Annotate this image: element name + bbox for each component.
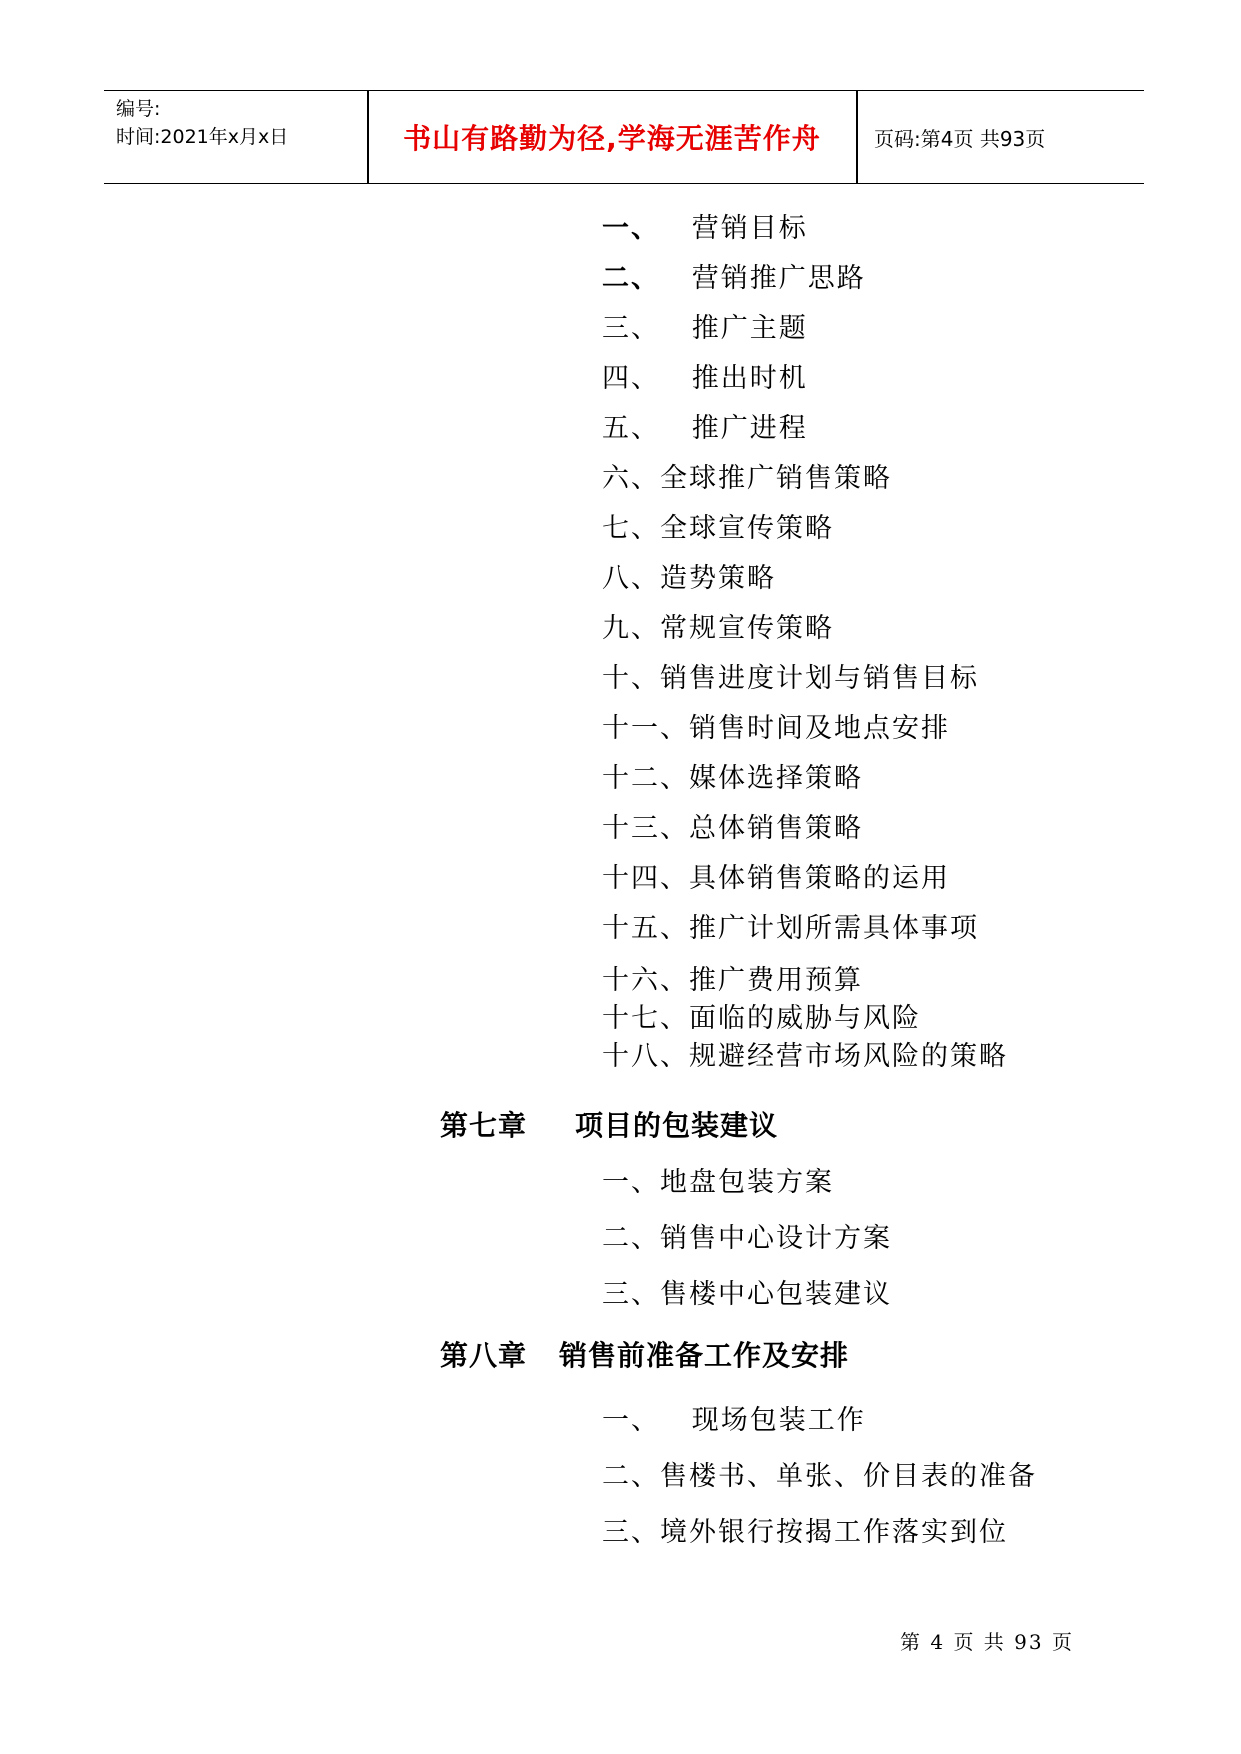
toc-entry [602,512,834,546]
toc-entry-number: 三、 [602,313,660,344]
toc-entry [602,1516,1008,1550]
toc-entry-title: 现场包装工作 [691,1405,866,1436]
toc-entry-title: 售楼书、单张、价目表的准备 [660,1461,1037,1492]
toc-entry [602,762,863,796]
header-page-number: 页码:第4页 共93页 [874,126,1046,151]
toc-entry-title: 面临的威胁与风险 [689,1003,921,1034]
toc-entry [602,212,808,246]
toc-entry-number: 八、 [602,563,660,594]
toc-entry-title: 销售中心设计方案 [660,1223,892,1254]
toc-entry-title: 推广进程 [691,413,808,444]
toc-entry-number: 二、 [602,1223,660,1254]
toc-entry [602,1002,921,1036]
toc-entry [602,912,979,946]
chapter-label: 第八章 [440,1339,528,1372]
toc-entry-number: 九、 [602,613,660,644]
chapter-heading-8 [440,1338,849,1374]
toc-entry [602,262,866,296]
toc-entry [602,862,950,896]
toc-entry [602,362,808,396]
header-motto: 书山有路勤为径,学海无涯苦作舟 [403,122,821,155]
toc-entry [602,412,808,446]
toc-entry-number: 二、 [602,263,660,294]
toc-entry [602,1404,866,1438]
toc-entry-title: 售楼中心包装建议 [660,1279,892,1310]
toc-entry [602,1166,834,1200]
toc-entry-title: 造势策略 [660,563,776,594]
toc-entry-number: 一、 [602,1167,660,1198]
toc-entry [602,462,892,496]
toc-entry-number: 七、 [602,513,660,544]
toc-entry-number: 二、 [602,1461,660,1492]
toc-entry-number: 五、 [602,413,660,444]
page-footer: 第 4 页 共 93 页 [900,1630,1074,1654]
toc-entry-title: 地盘包装方案 [660,1167,834,1198]
toc-entry-number: 六、 [602,463,660,494]
toc-entry-number: 十六、 [602,965,689,996]
toc-entry [602,1278,892,1312]
toc-entry-number: 十八、 [602,1041,689,1072]
toc-entry-title: 全球宣传策略 [660,513,834,544]
toc-entry [602,562,776,596]
chapter-title: 项目的包装建议 [575,1109,779,1142]
chapter-label: 第七章 [440,1109,528,1142]
toc-entry-title: 境外银行按揭工作落实到位 [660,1517,1008,1548]
toc-entry-number: 三、 [602,1517,660,1548]
toc-entry [602,612,834,646]
toc-entry-title: 销售进度计划与销售目标 [660,663,979,694]
toc-entry-title: 具体销售策略的运用 [689,863,950,894]
toc-entry-title: 推广主题 [691,313,808,344]
toc-entry-title: 常规宣传策略 [660,613,834,644]
chapter-heading-7 [440,1108,778,1144]
toc-entry-number: 三、 [602,1279,660,1310]
date-label: 时间:2021年x月x日 [116,126,289,148]
toc-entry-number: 四、 [602,363,660,394]
toc-entry-title: 全球推广销售策略 [660,463,892,494]
toc-entry-number: 十七、 [602,1003,689,1034]
toc-entry [602,964,863,998]
toc-entry-number: 十、 [602,663,660,694]
toc-entry-number: 十五、 [602,913,689,944]
toc-entry-title: 规避经营市场风险的策略 [689,1041,1008,1072]
toc-entry [602,812,863,846]
toc-entry [602,1222,892,1256]
toc-entry-title: 媒体选择策略 [689,763,863,794]
toc-entry-title: 销售时间及地点安排 [689,713,950,744]
toc-entry-number: 十一、 [602,713,689,744]
header-divider [856,91,858,183]
chapter-title: 销售前准备工作及安排 [559,1339,850,1372]
toc-entry-number: 十二、 [602,763,689,794]
toc-entry-title: 推广计划所需具体事项 [689,913,979,944]
header-meta [116,95,288,151]
toc-entry-title: 推出时机 [691,363,808,394]
toc-entry-title: 营销目标 [691,213,808,244]
toc-entry [602,1040,1008,1074]
toc-entry [602,662,979,696]
toc-entry [602,712,950,746]
toc-entry-title: 总体销售策略 [689,813,863,844]
page-header [104,90,1144,184]
toc-entry-number: 十四、 [602,863,689,894]
toc-entry-number: 一、 [602,1405,660,1436]
serial-label: 编号: [116,98,161,120]
toc-entry-title: 营销推广思路 [691,263,866,294]
toc-entry [602,312,808,346]
toc-entry-number: 十三、 [602,813,689,844]
toc-entry-number: 一、 [602,213,660,244]
toc-entry-title: 推广费用预算 [689,965,863,996]
toc-entry [602,1460,1037,1494]
